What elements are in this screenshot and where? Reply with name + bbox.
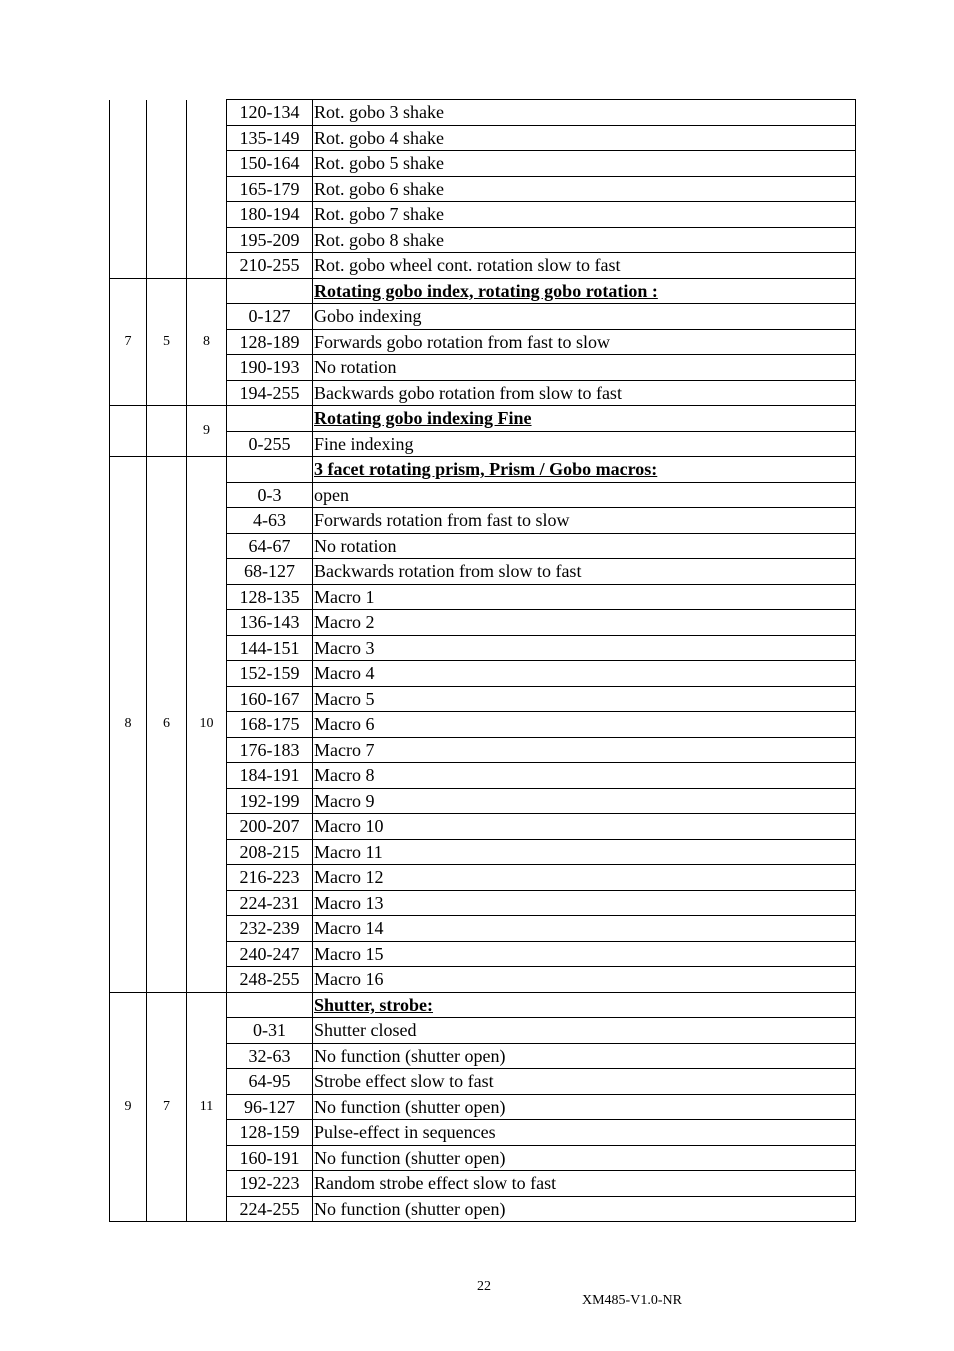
dmx-value-cell: 248-255 [227, 967, 313, 993]
document-code: XM485-V1.0-NR [582, 1293, 682, 1308]
dmx-value-cell: 144-151 [227, 635, 313, 661]
dmx-value-cell [227, 992, 313, 1018]
function-cell: Macro 12 [313, 865, 856, 891]
dmx-value-cell [227, 406, 313, 432]
channel-mode-b-cell: 6 [147, 457, 187, 993]
function-cell: Macro 7 [313, 737, 856, 763]
function-cell: Macro 5 [313, 686, 856, 712]
dmx-value-cell: 180-194 [227, 202, 313, 228]
section-title-cell: 3 facet rotating prism, Prism / Gobo macros: [313, 457, 856, 483]
channel-mode-a-cell: 8 [110, 457, 147, 993]
dmx-value-cell: 224-255 [227, 1196, 313, 1222]
section-title-cell: Rotating gobo index, rotating gobo rotation : [313, 278, 856, 304]
function-cell: Macro 11 [313, 839, 856, 865]
function-cell: Rot. gobo 8 shake [313, 227, 856, 253]
function-cell: Backwards gobo rotation from slow to fast [313, 380, 856, 406]
function-cell: Rot. gobo 5 shake [313, 151, 856, 177]
function-cell: No function (shutter open) [313, 1043, 856, 1069]
dmx-value-cell: 32-63 [227, 1043, 313, 1069]
function-cell: Macro 4 [313, 661, 856, 687]
function-cell: No rotation [313, 533, 856, 559]
dmx-value-cell: 168-175 [227, 712, 313, 738]
dmx-value-cell: 136-143 [227, 610, 313, 636]
table-row [110, 100, 856, 126]
function-cell: Macro 13 [313, 890, 856, 916]
dmx-value-cell: 190-193 [227, 355, 313, 381]
function-cell: Macro 15 [313, 941, 856, 967]
dmx-value-cell: 64-67 [227, 533, 313, 559]
function-cell: Rot. gobo 7 shake [313, 202, 856, 228]
dmx-value-cell: 64-95 [227, 1069, 313, 1095]
function-cell: Strobe effect slow to fast [313, 1069, 856, 1095]
function-cell: Rot. gobo 6 shake [313, 176, 856, 202]
section-header-row [110, 992, 856, 1018]
function-cell: open [313, 482, 856, 508]
page-number: 22 [477, 1279, 491, 1294]
function-cell: Rot. gobo wheel cont. rotation slow to fast [313, 253, 856, 279]
function-cell: Gobo indexing [313, 304, 856, 330]
dmx-value-cell: 0-3 [227, 482, 313, 508]
channel-mode-b-cell: 7 [147, 992, 187, 1222]
channel-mode-a-cell: 9 [110, 992, 147, 1222]
function-cell: Macro 6 [313, 712, 856, 738]
channel-mode-b-cell [147, 406, 187, 457]
channel-mode-a-cell [110, 406, 147, 457]
dmx-value-cell: 0-255 [227, 431, 313, 457]
function-cell: Pulse-effect in sequences [313, 1120, 856, 1146]
dmx-value-cell: 216-223 [227, 865, 313, 891]
function-cell: No function (shutter open) [313, 1094, 856, 1120]
dmx-value-cell: 192-223 [227, 1171, 313, 1197]
dmx-value-cell: 128-189 [227, 329, 313, 355]
dmx-value-cell: 165-179 [227, 176, 313, 202]
channel-mode-b-cell: 5 [147, 278, 187, 406]
dmx-value-cell: 224-231 [227, 890, 313, 916]
dmx-value-cell: 128-159 [227, 1120, 313, 1146]
channel-mode-c-cell: 9 [187, 406, 227, 457]
dmx-value-cell [227, 278, 313, 304]
channel-mode-c-cell: 10 [187, 457, 227, 993]
dmx-value-cell: 160-167 [227, 686, 313, 712]
function-cell: Fine indexing [313, 431, 856, 457]
channel-mode-b-cell [147, 100, 187, 279]
dmx-value-cell: 195-209 [227, 227, 313, 253]
dmx-value-cell: 152-159 [227, 661, 313, 687]
dmx-value-cell: 160-191 [227, 1145, 313, 1171]
section-title-cell: Shutter, strobe: [313, 992, 856, 1018]
function-cell: Macro 8 [313, 763, 856, 789]
dmx-value-cell: 184-191 [227, 763, 313, 789]
function-cell: Macro 14 [313, 916, 856, 942]
dmx-channel-table [109, 99, 856, 1222]
function-cell: No function (shutter open) [313, 1196, 856, 1222]
function-cell: Macro 2 [313, 610, 856, 636]
channel-mode-c-cell [187, 100, 227, 279]
dmx-value-cell: 4-63 [227, 508, 313, 534]
dmx-value-cell: 210-255 [227, 253, 313, 279]
function-cell: Macro 3 [313, 635, 856, 661]
dmx-value-cell: 232-239 [227, 916, 313, 942]
function-cell: No rotation [313, 355, 856, 381]
dmx-value-cell: 192-199 [227, 788, 313, 814]
dmx-value-cell: 200-207 [227, 814, 313, 840]
function-cell: Macro 10 [313, 814, 856, 840]
dmx-value-cell: 194-255 [227, 380, 313, 406]
channel-mode-a-cell: 7 [110, 278, 147, 406]
dmx-value-cell: 128-135 [227, 584, 313, 610]
dmx-value-cell: 0-31 [227, 1018, 313, 1044]
dmx-value-cell: 96-127 [227, 1094, 313, 1120]
dmx-value-cell: 135-149 [227, 125, 313, 151]
function-cell: Rot. gobo 3 shake [313, 100, 856, 126]
section-header-row [110, 457, 856, 483]
function-cell: Macro 16 [313, 967, 856, 993]
function-cell: Backwards rotation from slow to fast [313, 559, 856, 585]
dmx-value-cell: 68-127 [227, 559, 313, 585]
dmx-value-cell: 0-127 [227, 304, 313, 330]
function-cell: Forwards rotation from fast to slow [313, 508, 856, 534]
function-cell: No function (shutter open) [313, 1145, 856, 1171]
function-cell: Macro 9 [313, 788, 856, 814]
function-cell: Rot. gobo 4 shake [313, 125, 856, 151]
dmx-value-cell [227, 457, 313, 483]
dmx-value-cell: 176-183 [227, 737, 313, 763]
section-header-row [110, 406, 856, 432]
function-cell: Shutter closed [313, 1018, 856, 1044]
channel-mode-a-cell [110, 100, 147, 279]
function-cell: Forwards gobo rotation from fast to slow [313, 329, 856, 355]
channel-mode-c-cell: 8 [187, 278, 227, 406]
function-cell: Random strobe effect slow to fast [313, 1171, 856, 1197]
function-cell: Macro 1 [313, 584, 856, 610]
dmx-value-cell: 240-247 [227, 941, 313, 967]
section-title-cell: Rotating gobo indexing Fine [313, 406, 856, 432]
channel-mode-c-cell: 11 [187, 992, 227, 1222]
section-header-row [110, 278, 856, 304]
dmx-value-cell: 208-215 [227, 839, 313, 865]
dmx-value-cell: 150-164 [227, 151, 313, 177]
dmx-value-cell: 120-134 [227, 100, 313, 126]
